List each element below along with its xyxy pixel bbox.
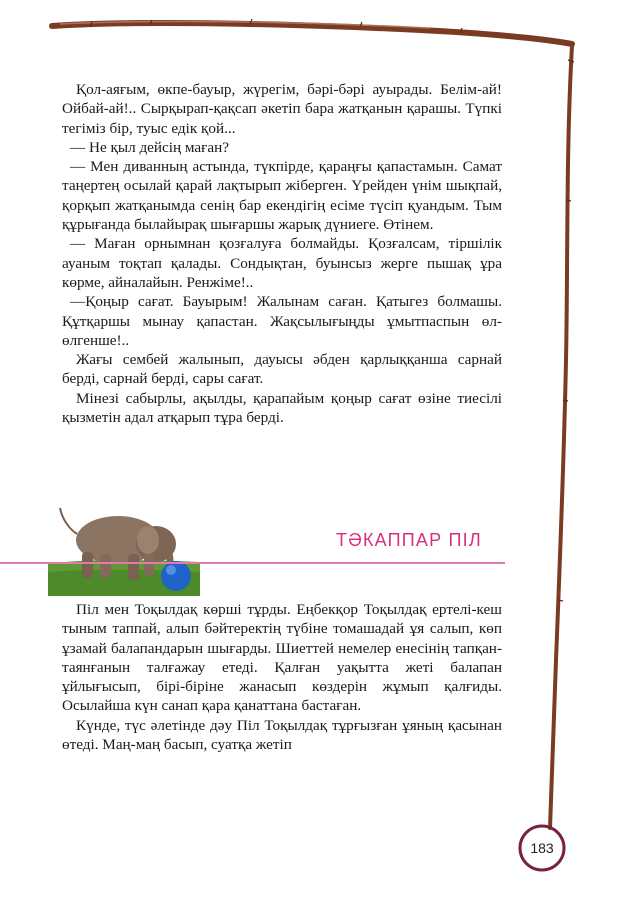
paragraph-3: — Мен диванның астында, түкпірде, қараңғы қапастамын. Самат таңертең осылай қарай лақтырып жіберген. Үрейден үнім шықпай, қорқып жатқанымда сенің бар екендігің есіме түсіп қуандым. Тым құрығанда былайырақ шығаршы жарық дүниеге. Өтінем. (62, 158, 502, 234)
story-text-bottom (62, 600, 502, 754)
story-text-top (62, 80, 502, 427)
blue-ball-icon (161, 561, 191, 591)
paragraph-4: — Маған орнымнан қозғалуға болмайды. Қозғалсам, тіршілік ауаным тоқтап қалады. Сондықтан, буынсыз жерге пышақ ұра көрме, айналайын. Ренжіме!.. (62, 235, 502, 291)
section-divider (0, 562, 505, 564)
section-title: ТӘКАППАР ПІЛ (336, 530, 482, 550)
page-number: 183 (530, 840, 554, 856)
paragraph-7: Мінезі сабырлы, ақылды, қарапайым қоңыр сағат өзіне тиесілі қызметін адал атқарып тұра берді. (62, 389, 502, 427)
paragraph-8: Піл мен Тоқылдақ көрші тұрды. Еңбекқор Тоқылдақ ертелі-кеш тыным таппай, алып бәйтеректің түбіне томашадай ұя салып, көп ұзамай балапандарын шығарды. Шиеттей немелер енесінің тапқан-таянғанын талғажау етеді. Қалған уақытта жеті балапан ұйлығысып, бірі-біріне жанасып көздерін жұмып қалғиды. Осылайша күн санап қара қанаттана бастаған. (62, 601, 502, 715)
paragraph-9: Күнде, түс әлетінде дәу Піл Тоқылдақ тұрғызған ұяның қасынан өтеді. Маң-маң басып, суатқа жетіп (62, 716, 502, 754)
paragraph-1: Қол-аяғым, өкпе-бауыр, жүрегім, бәрі-бәрі ауырады. Белім-ай! Ойбай-ай!.. Сырқырап-қақсап әкетіп бара жатқанын қарашы. Түпкі тегіміз бір, туыс едік қой... (62, 81, 502, 137)
paragraph-5: —Қоңыр сағат. Бауырым! Жалынам саған. Қатыгез болмашы. Құтқаршы мынау қапастан. Жақсылығыңды ұмытпаспын өл-өлгенше!.. (62, 293, 502, 349)
paragraph-2: — Не қыл дейсің маған? (70, 138, 230, 156)
paragraph-6: Жағы сембей жалынып, дауысы әбден қарлыққанша сарнай берді, сарнай берді, сары сағат. (62, 351, 502, 388)
top-stick (52, 23, 572, 44)
elephant-illustration (48, 500, 200, 596)
right-stick (550, 46, 572, 828)
